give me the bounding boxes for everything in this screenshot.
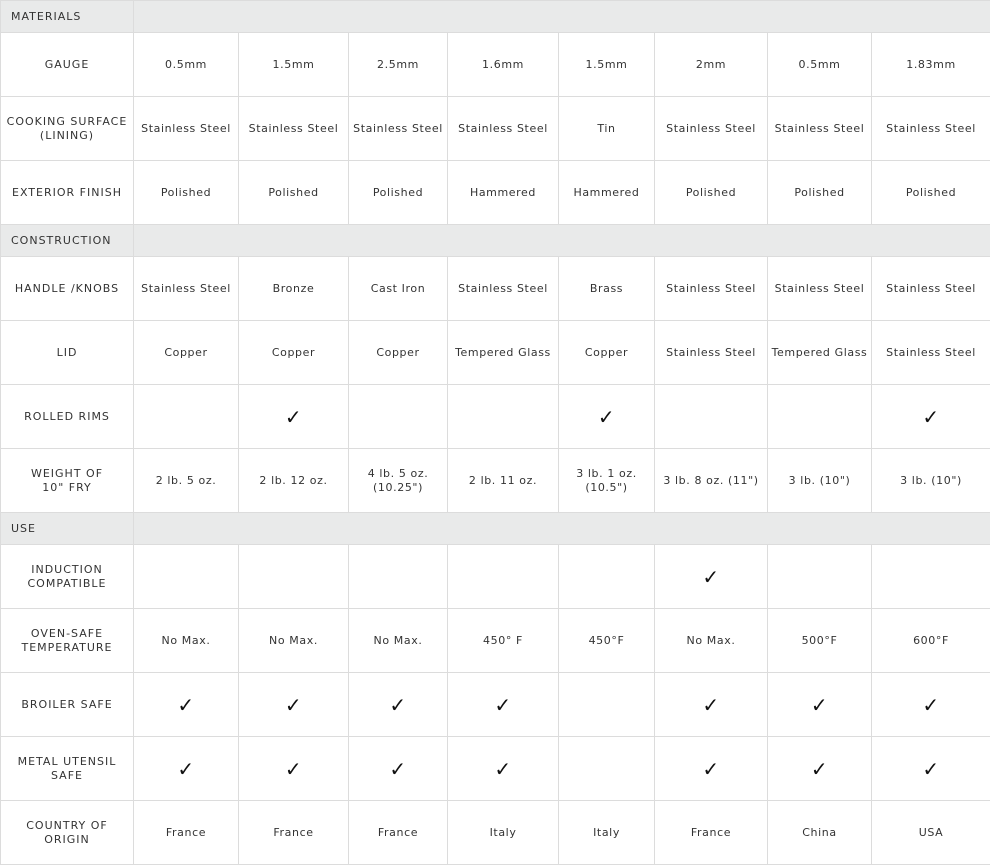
checkmark-icon: ✓ [448,737,559,801]
row-label: COUNTRY OF ORIGIN [1,801,134,865]
table-cell [134,385,239,449]
table-cell: 4 lb. 5 oz. (10.25") [349,449,448,513]
table-cell: No Max. [239,609,349,673]
table-cell: Stainless Steel [448,257,559,321]
row-label: INDUCTION COMPATIBLE [1,545,134,609]
checkmark-icon: ✓ [349,673,448,737]
table-cell: Stainless Steel [768,97,872,161]
section-header-fill [134,225,990,257]
section-title: MATERIALS [1,1,134,33]
table-cell: Stainless Steel [349,97,448,161]
row-label: METAL UTENSIL SAFE [1,737,134,801]
table-cell: Tempered Glass [448,321,559,385]
table-cell: France [239,801,349,865]
table-cell: 450° F [448,609,559,673]
table-cell: Stainless Steel [872,97,990,161]
row-label: LID [1,321,134,385]
table-cell: France [134,801,239,865]
table-row [1,161,990,225]
row-label: WEIGHT OF 10" FRY [1,449,134,513]
table-cell: Copper [239,321,349,385]
table-cell: 3 lb. (10") [872,449,990,513]
table-cell: 500°F [768,609,872,673]
table-cell: Polished [239,161,349,225]
checkmark-icon: ✓ [872,673,990,737]
table-cell [872,545,990,609]
checkmark-icon: ✓ [134,673,239,737]
table-cell [768,545,872,609]
table-cell: Italy [559,801,655,865]
table-cell: Polished [768,161,872,225]
table-cell: Stainless Steel [448,97,559,161]
table-cell: 3 lb. 8 oz. (11") [655,449,768,513]
checkmark-icon: ✓ [349,737,448,801]
checkmark-icon: ✓ [768,737,872,801]
table-row [1,673,990,737]
row-label: BROILER SAFE [1,673,134,737]
section-header-use [1,513,990,545]
section-title: USE [1,513,134,545]
table-cell: 0.5mm [768,33,872,97]
table-row [1,737,990,801]
table-cell [655,385,768,449]
table-cell: 2.5mm [349,33,448,97]
row-label: ROLLED RIMS [1,385,134,449]
table-cell [559,545,655,609]
table-cell: 2 lb. 12 oz. [239,449,349,513]
table-cell: Brass [559,257,655,321]
table-cell: No Max. [349,609,448,673]
table-cell: Hammered [448,161,559,225]
table-cell [239,545,349,609]
checkmark-icon: ✓ [239,737,349,801]
table-body [1,1,990,865]
table-cell [559,673,655,737]
table-cell: Stainless Steel [872,321,990,385]
table-cell: Italy [448,801,559,865]
table-cell: 1.5mm [559,33,655,97]
table-cell: 2 lb. 5 oz. [134,449,239,513]
table-cell: Stainless Steel [134,257,239,321]
table-cell [349,385,448,449]
table-cell: Stainless Steel [239,97,349,161]
table-cell: Stainless Steel [655,97,768,161]
table-cell: Stainless Steel [134,97,239,161]
table-cell [349,545,448,609]
table-cell: Copper [559,321,655,385]
section-header-materials [1,1,990,33]
table-cell: Stainless Steel [768,257,872,321]
table-row [1,801,990,865]
section-header-fill [134,513,990,545]
table-cell: Cast Iron [349,257,448,321]
table-cell: No Max. [655,609,768,673]
table-cell: No Max. [134,609,239,673]
row-label: GAUGE [1,33,134,97]
table-cell: Copper [349,321,448,385]
checkmark-icon: ✓ [655,673,768,737]
table-cell: 600°F [872,609,990,673]
table-cell: China [768,801,872,865]
table-cell: Polished [655,161,768,225]
table-row [1,97,990,161]
checkmark-icon: ✓ [448,673,559,737]
table-cell: Polished [349,161,448,225]
table-row [1,609,990,673]
checkmark-icon: ✓ [655,545,768,609]
table-cell [134,545,239,609]
table-cell: Stainless Steel [872,257,990,321]
table-cell: Stainless Steel [655,257,768,321]
table-cell: France [349,801,448,865]
table-row [1,33,990,97]
table-cell: 0.5mm [134,33,239,97]
row-label: HANDLE /KNOBS [1,257,134,321]
table-cell: 1.5mm [239,33,349,97]
table-cell: Bronze [239,257,349,321]
table-row [1,449,990,513]
table-cell: Hammered [559,161,655,225]
table-cell: 450°F [559,609,655,673]
table-row [1,385,990,449]
table-cell: 1.83mm [872,33,990,97]
table-cell [448,545,559,609]
table-cell: Copper [134,321,239,385]
checkmark-icon: ✓ [872,385,990,449]
checkmark-icon: ✓ [134,737,239,801]
section-title: CONSTRUCTION [1,225,134,257]
table-row [1,545,990,609]
checkmark-icon: ✓ [239,673,349,737]
table-cell [559,737,655,801]
checkmark-icon: ✓ [872,737,990,801]
table-row [1,321,990,385]
table-row [1,257,990,321]
table-cell: 3 lb. (10") [768,449,872,513]
table-cell: Polished [872,161,990,225]
row-label: OVEN-SAFE TEMPERATURE [1,609,134,673]
table-cell: Tin [559,97,655,161]
row-label: COOKING SURFACE (LINING) [1,97,134,161]
checkmark-icon: ✓ [655,737,768,801]
checkmark-icon: ✓ [239,385,349,449]
table-cell: 2 lb. 11 oz. [448,449,559,513]
row-label: EXTERIOR FINISH [1,161,134,225]
table-cell: Tempered Glass [768,321,872,385]
section-header-construction [1,225,990,257]
table-cell [768,385,872,449]
checkmark-icon: ✓ [768,673,872,737]
table-cell: 1.6mm [448,33,559,97]
table-cell: France [655,801,768,865]
table-cell: Stainless Steel [655,321,768,385]
table-cell: Polished [134,161,239,225]
table-cell: 2mm [655,33,768,97]
table-cell [448,385,559,449]
section-header-fill [134,1,990,33]
table-cell: 3 lb. 1 oz. (10.5") [559,449,655,513]
table-cell: USA [872,801,990,865]
checkmark-icon: ✓ [559,385,655,449]
